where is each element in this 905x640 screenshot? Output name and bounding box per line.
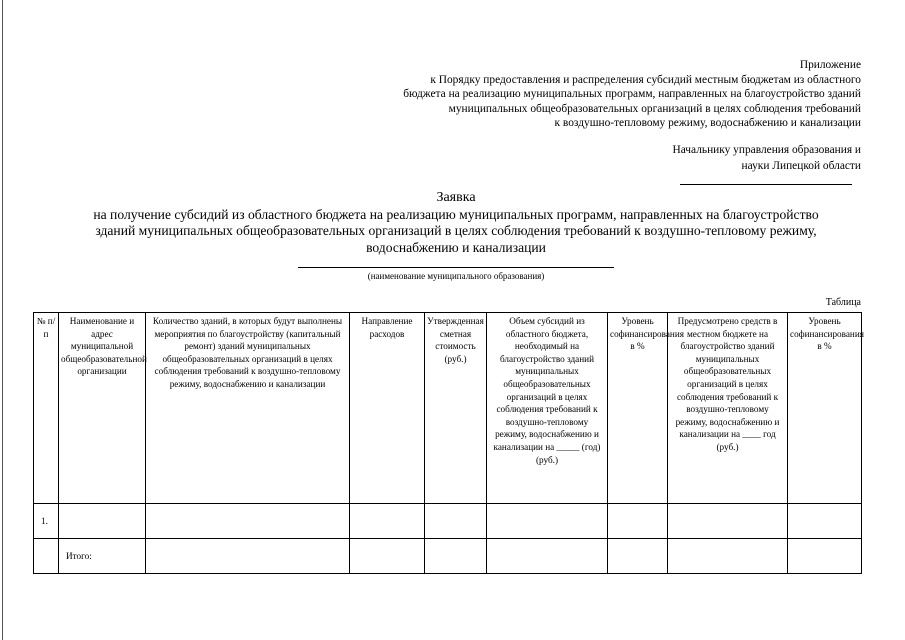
municipality-caption: (наименование муниципального образования) — [367, 271, 545, 281]
table-cell[interactable] — [146, 504, 350, 539]
table-cell[interactable] — [788, 504, 862, 539]
appendix-line: к Порядку предоставления и распределения субсидий местным бюджетам из областного — [430, 73, 861, 86]
title-line: зданий муниципальных общеобразовательных организаций в целях соблюдения требований к воздушно-тепловому режиму, — [95, 223, 817, 238]
table-cell[interactable] — [350, 539, 425, 574]
table-cell[interactable] — [350, 504, 425, 539]
table-cell[interactable] — [668, 504, 788, 539]
total-label: Итого: — [59, 539, 146, 574]
addressee-line: науки Липецкой области — [741, 160, 861, 172]
table-cell[interactable] — [487, 539, 608, 574]
title-line: на получение субсидий из областного бюджета на реализацию муниципальных программ, направленных на благоустройство — [93, 206, 819, 222]
signature-line — [680, 184, 852, 185]
title-line: водоснабжению и канализации — [366, 239, 546, 255]
row-number: 1. — [34, 504, 59, 539]
appendix-line: бюджета на реализацию муниципальных программ, направленных на благоустройство зданий — [403, 88, 861, 101]
table-cell[interactable] — [608, 504, 668, 539]
header-cell-cofinancing-level: Уровень софинансирования в % — [608, 313, 668, 504]
header-cell-estimate-cost: Утвержденная сметная стоимость (руб.) — [425, 313, 487, 504]
table-cell[interactable] — [668, 539, 788, 574]
header-cell-building-count: Количество зданий, в которых будут выполнены мероприятия по благоустройству (капитальный ремонт) зданий муниципальных общеобразовательных организаций в целях соблюдения требований к воздушно-тепловому режиму, водоснабжению и канализации — [146, 313, 350, 504]
appendix-block — [403, 58, 861, 131]
header-cell-cofinancing-level-local: Уровень софинансирования в % — [788, 313, 862, 504]
header-cell-number: № п/п — [34, 313, 59, 504]
municipality-fill-line — [298, 267, 614, 268]
table-cell[interactable] — [487, 504, 608, 539]
header-cell-expense-direction: Направление расходов — [350, 313, 425, 504]
appendix-line: муниципальных общеобразовательных организаций в целях соблюдения требований — [448, 102, 861, 115]
appendix-line: Приложение — [799, 59, 861, 71]
table-total-row — [34, 539, 862, 574]
table-cell[interactable] — [425, 539, 487, 574]
header-cell-subsidy-volume: Объем субсидий из областного бюджета, необходимый на благоустройство зданий муниципальных общеобразовательных организаций в целях соблюдения требований к воздушно-тепловому режиму, водоснабжению и канализации на _____ (год) (руб.) — [487, 313, 608, 504]
table-cell[interactable] — [425, 504, 487, 539]
addressee-line: Начальнику управления образования и — [672, 144, 861, 156]
table-cell[interactable] — [788, 539, 862, 574]
addressee-block — [672, 142, 861, 174]
appendix-line: к воздушно-тепловому режиму, водоснабжению и канализации — [554, 117, 861, 130]
table-cell[interactable] — [59, 504, 146, 539]
header-cell-local-budget: Предусмотрено средств в местном бюджете на благоустройство зданий муниципальных общеобразовательных организаций в целях соблюдения требований к воздушно-тепловому режиму, водоснабжению и канализации на ____ год (руб.) — [668, 313, 788, 504]
table-cell[interactable] — [608, 539, 668, 574]
table-cell — [34, 539, 59, 574]
application-table — [33, 312, 862, 574]
table-header-row — [34, 313, 862, 504]
table-cell[interactable] — [146, 539, 350, 574]
table-row — [34, 504, 862, 539]
page-edge-line — [2, 0, 3, 640]
application-title — [45, 190, 867, 256]
title-heading: Заявка — [436, 190, 476, 205]
table-label: Таблица — [825, 297, 861, 308]
header-cell-organization: Наименование и адрес муниципальной общеобразовательной организации — [59, 313, 146, 504]
